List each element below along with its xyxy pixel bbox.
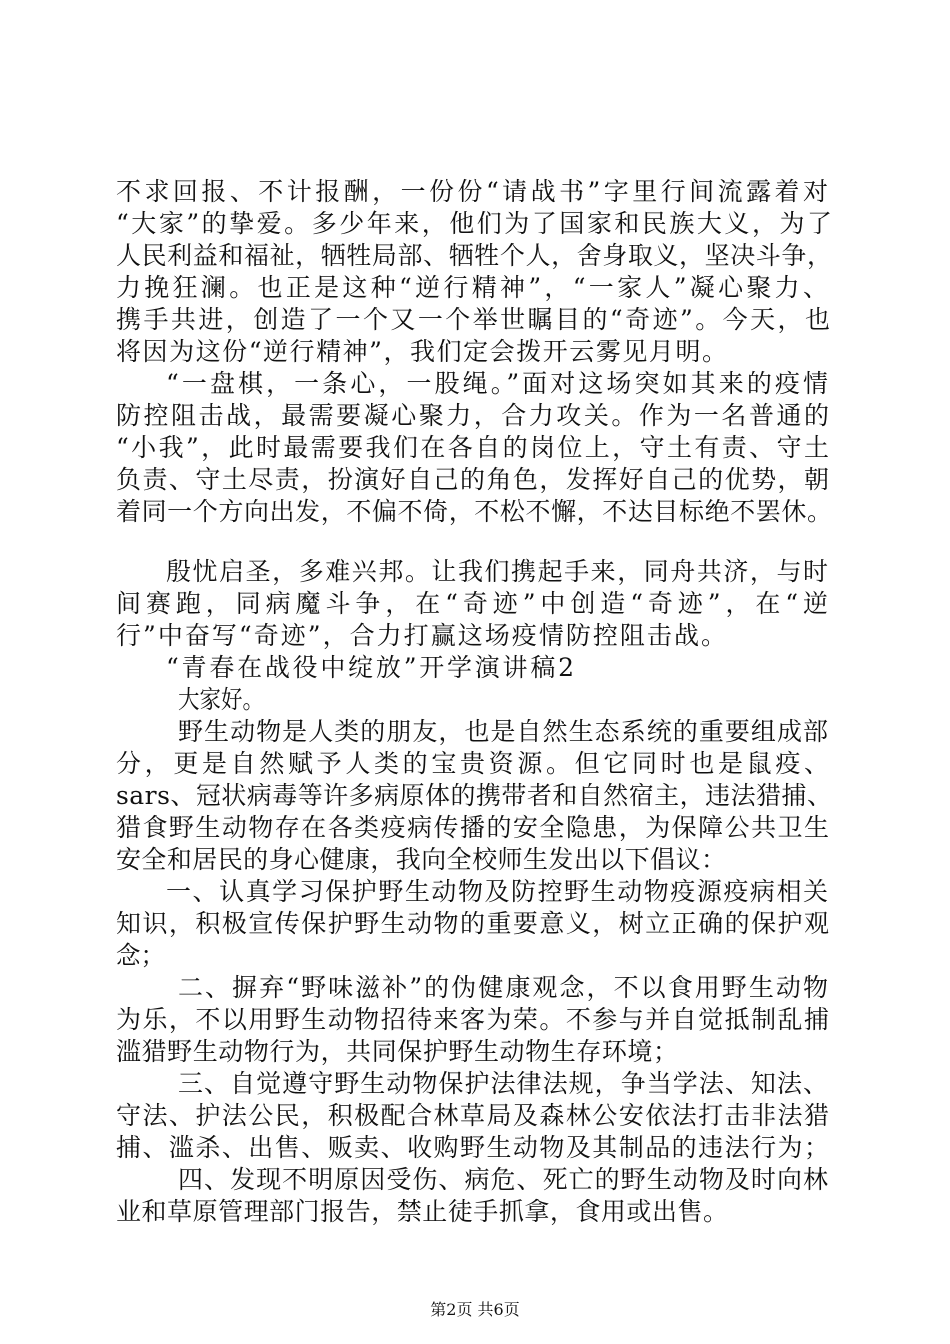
line-text: 猎食野生动物存在各类疫病传播的安全隐患，为保障公共卫生 — [116, 813, 831, 842]
text-line — [0, 842, 950, 878]
text-line — [0, 1066, 950, 1102]
text-line — [0, 494, 950, 530]
line-text: 一、认真学习保护野生动物及防控野生动物疫源疫病相关 — [166, 877, 830, 906]
line-text: “小我”，此时最需要我们在各自的岗位上，守土有责、守土 — [116, 433, 832, 462]
line-text: 知识，积极宣传保护野生动物的重要意义，树立正确的保护观 — [116, 909, 831, 938]
line-text: 殷忧启圣，多难兴邦。让我们携起手来，同舟共济，与时 — [166, 557, 830, 586]
text-line — [0, 366, 950, 402]
text-line — [0, 1002, 950, 1038]
line-text: 大家好。 — [178, 685, 264, 714]
text-line — [0, 906, 950, 942]
line-text: 滥猎野生动物行为，共同保护野生动物生存环境； — [116, 1037, 679, 1066]
line-text: 着同一个方向出发，不偏不倚，不松不懈，不达目标绝不罢休。 — [116, 497, 833, 526]
line-text: 将因为这份“逆行精神”，我们定会拨开云雾见月明。 — [116, 337, 729, 366]
text-line — [0, 970, 950, 1006]
line-text: 业和草原管理部门报告，禁止徒手抓拿，食用或出售。 — [116, 1197, 729, 1226]
text-line — [0, 874, 950, 910]
text-line — [0, 586, 950, 622]
line-text: 人民利益和福祉，牺牲局部、牺牲个人，舍身取义，坚决斗争， — [116, 241, 833, 270]
text-line — [0, 1034, 950, 1070]
text-line — [0, 1194, 950, 1230]
line-text: sars、冠状病毒等许多病原体的携带者和自然宿主，违法猎捕、 — [116, 781, 833, 810]
text-line — [0, 206, 950, 242]
text-line — [0, 810, 950, 846]
text-line — [0, 1098, 950, 1134]
line-text: 防控阻击战，最需要凝心聚力，合力攻关。作为一名普通的 — [116, 401, 832, 430]
text-line — [0, 938, 950, 974]
text-line — [0, 778, 950, 814]
text-line — [0, 270, 950, 306]
line-text: 间赛跑，同病魔斗争，在“奇迹”中创造“奇迹”，在“逆 — [116, 589, 833, 618]
text-line — [0, 650, 950, 686]
line-text: 二、摒弃“野味滋补”的伪健康观念，不以食用野生动物 — [178, 973, 831, 1002]
line-text: 携手共进，创造了一个又一个举世瞩目的“奇迹”。今天，也 — [116, 305, 833, 334]
line-text: 捕、滥杀、出售、贩卖、收购野生动物及其制品的违法行为； — [116, 1133, 831, 1162]
text-line — [0, 462, 950, 498]
text-line — [0, 682, 950, 718]
text-line — [0, 238, 950, 274]
line-text: “一盘棋，一条心，一股绳。”面对这场突如其来的疫情 — [166, 369, 832, 398]
line-text: 负责、守土尽责，扮演好自己的角色，发挥好自己的优势，朝 — [116, 465, 831, 494]
text-line — [0, 1130, 950, 1166]
line-text: 力挽狂澜。也正是这种“逆行精神”，“一家人”凝心聚力、 — [116, 273, 832, 302]
text-line — [0, 302, 950, 338]
line-text: “青春在战役中绽放”开学演讲稿2 — [166, 653, 577, 682]
text-line — [0, 618, 950, 654]
text-line — [0, 398, 950, 434]
text-line — [0, 1162, 950, 1198]
text-line — [0, 554, 950, 590]
line-text: 三、自觉遵守野生动物保护法律法规，争当学法、知法、 — [178, 1069, 830, 1098]
text-line — [0, 334, 950, 370]
line-text: 行”中奋写“奇迹”，合力打赢这场疫情防控阻击战。 — [116, 621, 729, 650]
line-text: “大家”的挚爱。多少年来，他们为了国家和民族大义，为了 — [116, 209, 835, 238]
line-text: 四、发现不明原因受伤、病危、死亡的野生动物及时向林 — [178, 1165, 830, 1194]
line-text: 分，更是自然赋予人类的宝贵资源。但它同时也是鼠疫、 — [116, 749, 833, 778]
line-text: 野生动物是人类的朋友，也是自然生态系统的重要组成部 — [178, 717, 830, 746]
text-line — [0, 430, 950, 466]
page-number: 第2页 共6页 — [430, 1300, 520, 1319]
text-line — [0, 746, 950, 782]
line-text: 守法、护法公民，积极配合林草局及森林公安依法打击非法猎 — [116, 1101, 831, 1130]
line-text: 不求回报、不计报酬，一份份“请战书”字里行间流露着对 — [116, 177, 832, 206]
line-text: 念； — [116, 941, 165, 970]
line-text: 安全和居民的身心健康，我向全校师生发出以下倡议： — [116, 845, 727, 874]
text-line — [0, 174, 950, 210]
line-text: 为乐，不以用野生动物招待来客为荣。不参与并自觉抵制乱捕 — [116, 1005, 831, 1034]
text-line — [0, 714, 950, 750]
